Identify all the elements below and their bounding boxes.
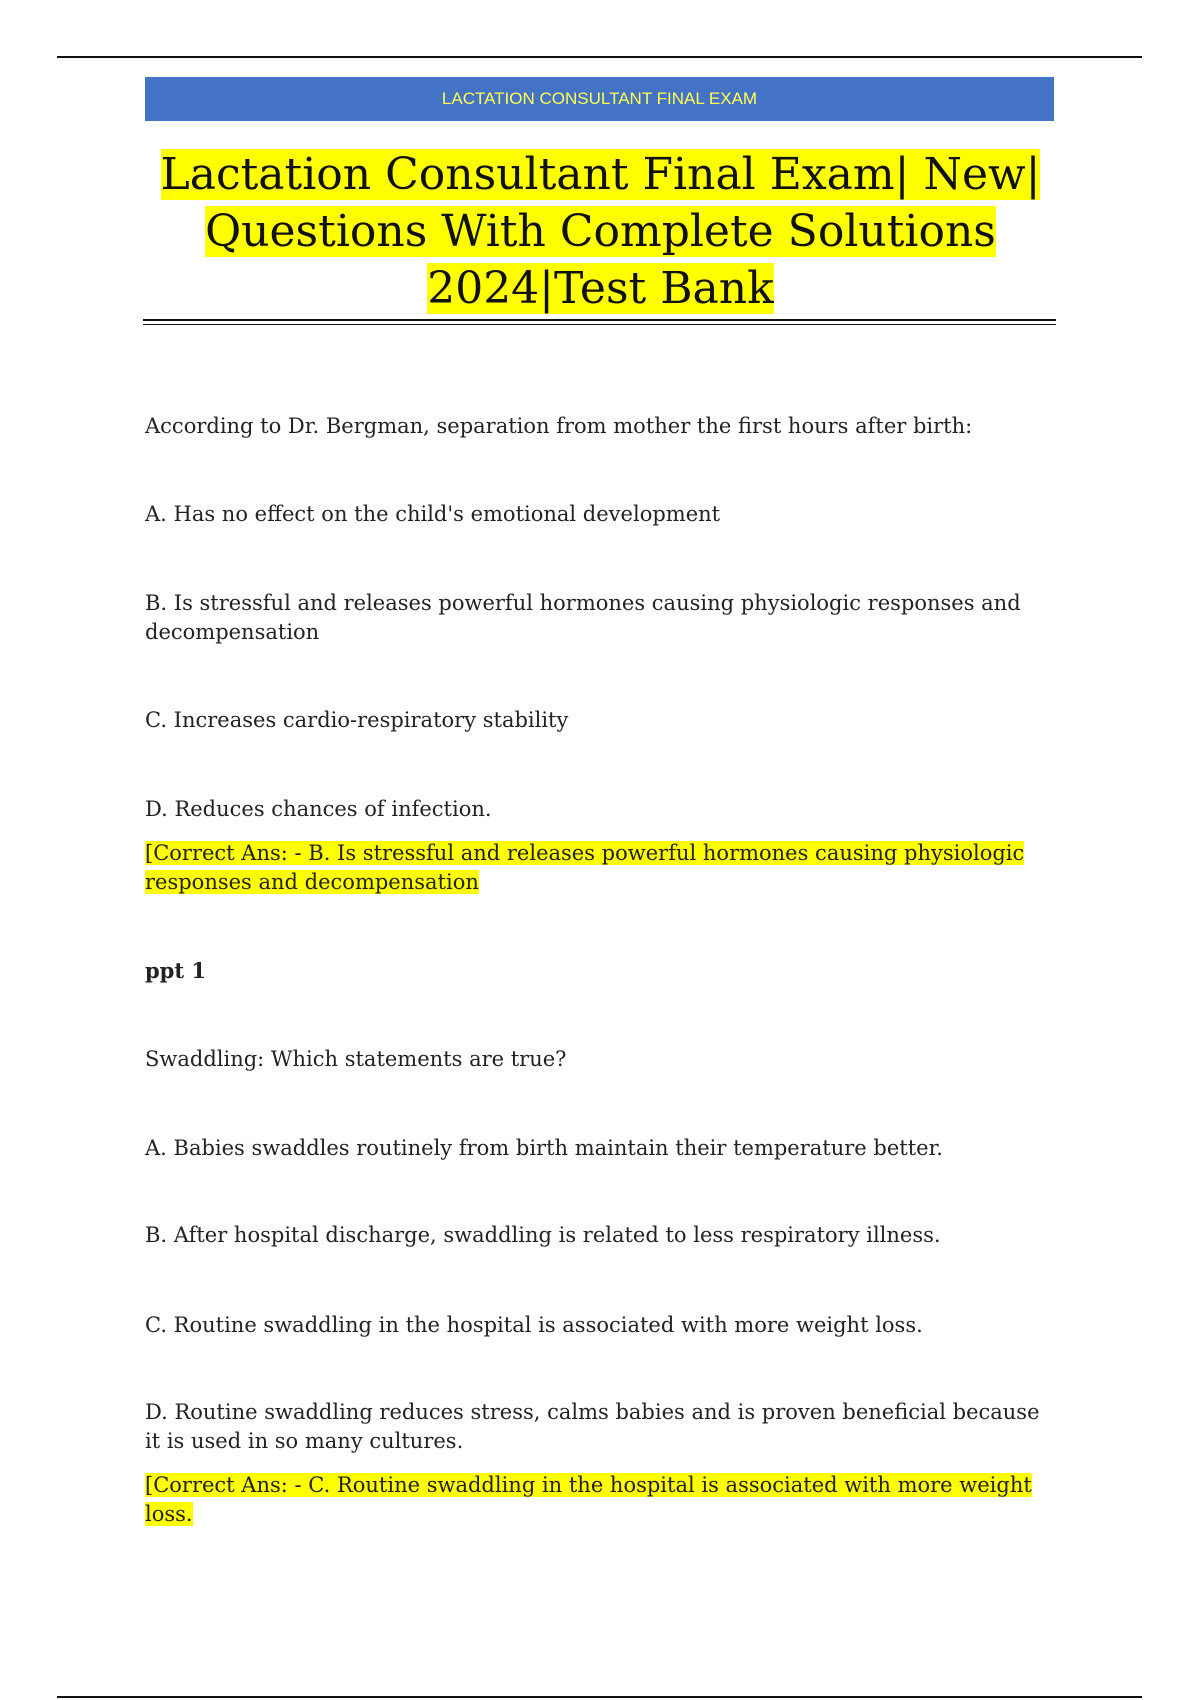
header-bar-text: LACTATION CONSULTANT FINAL EXAM <box>441 89 758 108</box>
document-title-text: Lactation Consultant Final Exam| New| Questions With Complete Solutions 2024|Test Bank <box>160 149 1041 314</box>
question-1-answer <box>145 839 1055 897</box>
page-top-rule <box>57 56 1142 58</box>
question-2-option-c: C. Routine swaddling in the hospital is associated with more weight loss. <box>145 1313 923 1337</box>
header-bar <box>145 77 1054 121</box>
question-1-option-a: A. Has no effect on the child's emotional development <box>145 502 721 526</box>
question-2-text: Swaddling: Which statements are true? <box>145 1047 567 1071</box>
title-double-rule <box>143 319 1056 325</box>
question-2-answer-text: [Correct Ans: - C. Routine swaddling in the hospital is associated with more weight loss. <box>145 1473 1032 1526</box>
question-1-option-c: C. Increases cardio-respiratory stability <box>145 708 569 732</box>
question-2-option-b: B. After hospital discharge, swaddling is related to less respiratory illness. <box>145 1223 941 1247</box>
document-title <box>145 146 1056 317</box>
question-1-text: According to Dr. Bergman, separation from mother the first hours after birth: <box>145 414 973 438</box>
question-2-option-d: D. Routine swaddling reduces stress, calms babies and is proven beneficial because it is used in so many cultures. <box>145 1400 1040 1453</box>
question-1-option-b: B. Is stressful and releases powerful hormones causing physiologic responses and decompensation <box>145 591 1021 644</box>
question-1-source: ppt 1 <box>145 958 206 983</box>
question-2-option-a: A. Babies swaddles routinely from birth maintain their temperature better. <box>145 1136 943 1160</box>
question-2-answer <box>145 1471 1055 1529</box>
page-bottom-rule <box>57 1696 1142 1698</box>
question-1-answer-text: [Correct Ans: - B. Is stressful and releases powerful hormones causing physiologic responses and decompensation <box>145 841 1025 894</box>
question-1-option-d: D. Reduces chances of infection. <box>145 797 492 821</box>
